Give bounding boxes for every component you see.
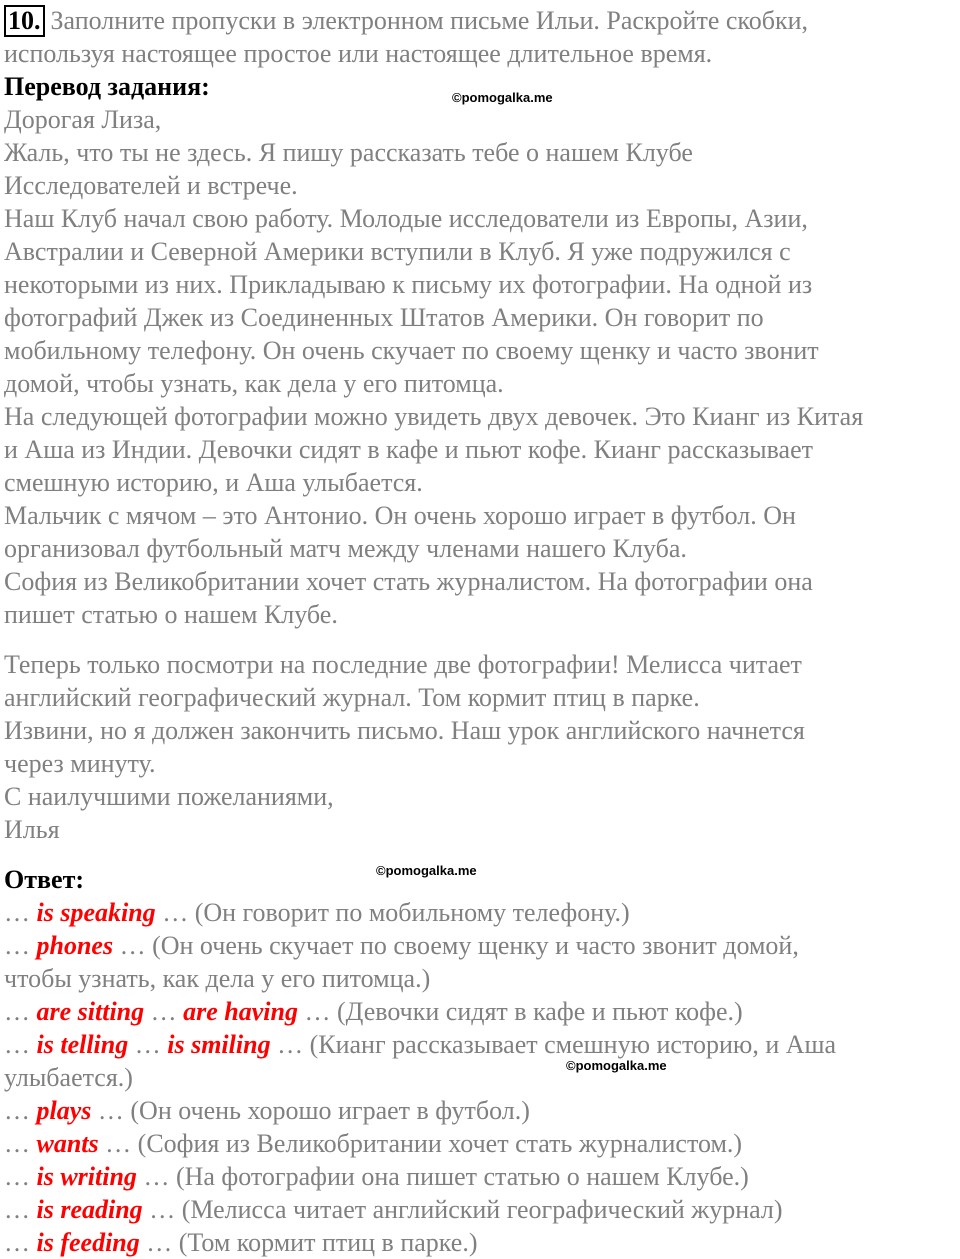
letter-line: некоторыми из них. Прикладываю к письму их фотографии. На одной из — [4, 270, 813, 299]
answer-text: … — [4, 1129, 37, 1158]
answer-text: … — [4, 1195, 37, 1224]
answer-verb: is feeding — [36, 1228, 140, 1257]
letter-line: английский географический журнал. Том кормит птиц в парке. — [4, 683, 700, 712]
answer-text: … — [4, 997, 37, 1026]
letter-line: София из Великобритании хочет стать журналистом. На фотографии она — [4, 567, 813, 596]
answer-line — [4, 1226, 959, 1259]
letter-line: Мальчик с мячом – это Антонио. Он очень хорошо играет в футбол. Он — [4, 501, 796, 530]
answer-text: … (Девочки сидят в кафе и пьют кофе.) — [297, 997, 743, 1026]
answer-text: … — [144, 997, 184, 1026]
answer-line — [4, 1193, 959, 1226]
task-number: 10. — [4, 5, 45, 37]
translation-heading: Перевод задания: — [4, 72, 210, 101]
answer-verb: is speaking — [36, 898, 156, 927]
answer-text: … (Он очень скучает по своему щенку и часто звонит домой, — [113, 931, 799, 960]
answer-text: … (Том кормит птиц в парке.) — [139, 1228, 478, 1257]
watermark: ©pomogalka.me — [566, 1058, 667, 1073]
answer-verb: are having — [183, 997, 298, 1026]
letter-line: С наилучшими пожеланиями, — [4, 782, 334, 811]
answer-text: улыбается.) — [4, 1063, 133, 1092]
answer-line — [4, 962, 959, 995]
answer-line — [4, 1160, 959, 1193]
letter-line: через минуту. — [4, 749, 156, 778]
letter-line: На следующей фотографии можно увидеть двух девочек. Это Кианг из Китая — [4, 402, 864, 431]
task-text-1: Заполните пропуски в электронном письме Ильи. Раскройте скобки, — [50, 6, 809, 35]
letter-line: домой, чтобы узнать, как дела у его питомца. — [4, 369, 504, 398]
letter-line: Дорогая Лиза, — [4, 105, 162, 134]
answer-line — [4, 1061, 959, 1094]
answer-text: … — [4, 931, 37, 960]
answer-text: чтобы узнать, как дела у его питомца.) — [4, 964, 431, 993]
answer-text: … (На фотографии она пишет статью о нашем Клубе.) — [136, 1162, 749, 1191]
answer-text: … — [4, 1096, 37, 1125]
watermark: ©pomogalka.me — [452, 90, 553, 105]
answer-line — [4, 1127, 959, 1160]
answer-heading: Ответ: — [4, 865, 85, 894]
letter-line: пишет статью о нашем Клубе. — [4, 600, 338, 629]
answer-text: … — [128, 1030, 168, 1059]
letter-line: мобильному телефону. Он очень скучает по своему щенку и часто звонит — [4, 336, 819, 365]
answer-text: … (София из Великобритании хочет стать журналистом.) — [98, 1129, 743, 1158]
document-page — [4, 4, 959, 1259]
task-line-1 — [4, 4, 959, 37]
letter-line: фотографий Джек из Соединенных Штатов Америки. Он говорит по — [4, 303, 764, 332]
answer-verb: are sitting — [36, 997, 145, 1026]
answer-text: … (Он очень хорошо играет в футбол.) — [91, 1096, 530, 1125]
letter-line: Илья — [4, 815, 60, 844]
letter-line: Извини, но я должен закончить письмо. Наш урок английского начнется — [4, 716, 805, 745]
answer-text: … — [4, 1162, 37, 1191]
letter-line: смешную историю, и Аша улыбается. — [4, 468, 423, 497]
answer-text: … (Он говорит по мобильному телефону.) — [155, 898, 630, 927]
answer-verb: is telling — [36, 1030, 129, 1059]
answer-line — [4, 1028, 959, 1061]
answer-text: … — [4, 1228, 37, 1257]
answer-verb: is reading — [36, 1195, 143, 1224]
watermark: ©pomogalka.me — [376, 863, 477, 878]
letter-line: организовал футбольный матч между членами нашего Клуба. — [4, 534, 687, 563]
answer-verb: is writing — [36, 1162, 137, 1191]
letter-line: Теперь только посмотри на последние две фотографии! Мелисса читает — [4, 650, 802, 679]
answer-text: … — [4, 1030, 37, 1059]
answer-verb: wants — [36, 1129, 99, 1158]
letter-text — [4, 103, 959, 631]
task-line-2: используя настоящее простое или настоящее длительное время. — [4, 39, 713, 68]
letter-text-continued — [4, 648, 959, 846]
letter-line: Жаль, что ты не здесь. Я пишу рассказать тебе о нашем Клубе — [4, 138, 693, 167]
letter-line: Исследователей и встрече. — [4, 171, 298, 200]
letter-line: и Аша из Индии. Девочки сидят в кафе и пьют кофе. Кианг рассказывает — [4, 435, 813, 464]
answer-line — [4, 896, 959, 929]
answer-line — [4, 995, 959, 1028]
answer-line — [4, 1094, 959, 1127]
answer-text: … (Мелисса читает английский географический журнал) — [142, 1195, 783, 1224]
letter-line: Австралии и Северной Америки вступили в Клуб. Я уже подружился с — [4, 237, 791, 266]
answer-verb: is smiling — [167, 1030, 271, 1059]
letter-line: Наш Клуб начал свою работу. Молодые исследователи из Европы, Азии, — [4, 204, 808, 233]
answer-text: … — [4, 898, 37, 927]
answer-verb: phones — [36, 931, 114, 960]
answer-list — [4, 896, 959, 1259]
answer-line — [4, 929, 959, 962]
answer-verb: plays — [36, 1096, 92, 1125]
answer-text: … (Кианг рассказывает смешную историю, и Аша — [270, 1030, 837, 1059]
